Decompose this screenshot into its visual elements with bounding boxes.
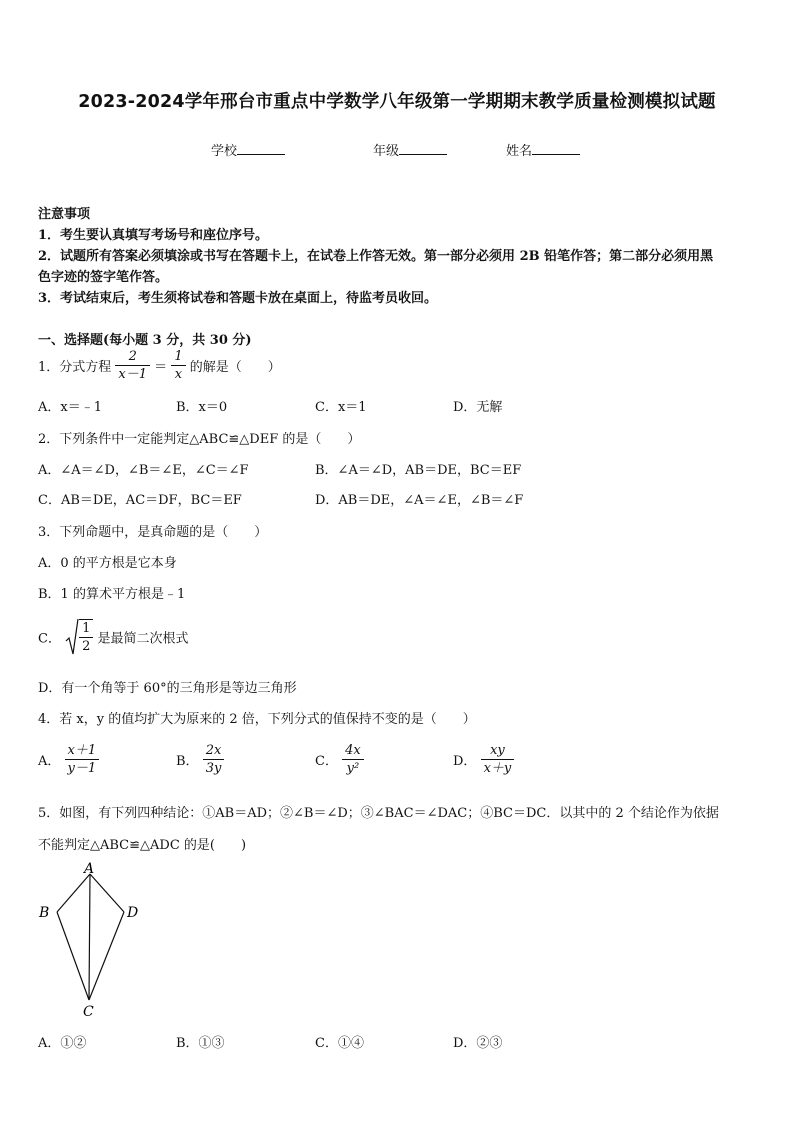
q2-option-c[interactable]: C．AB＝DE，AC＝DF，BC＝EF: [38, 493, 242, 508]
q3-option-d[interactable]: D．有一个角等于 60°的三角形是等边三角形: [38, 681, 297, 696]
q3-c-num: 1: [79, 620, 93, 638]
q3-c-suffix: 是最简二次根式: [97, 631, 189, 647]
q2-option-a[interactable]: A．∠A＝∠D，∠B＝∠E，∠C＝∠F: [38, 463, 249, 478]
q3-sqrt-fraction: [79, 619, 93, 655]
q4-option-a[interactable]: [38, 742, 99, 777]
note-3: 3．考试结束后，考生须将试卷和答题卡放在桌面上，待监考员收回。: [38, 291, 438, 306]
segment-ad: [90, 874, 124, 912]
question-5-line-1: 5．如图，有下列四种结论：①AB＝AD；②∠B＝∠D；③∠BAC＝∠DAC；④BC＝DC．以其中的 2 个结论作为依据: [38, 806, 719, 821]
q1-frac2-num: 1: [171, 348, 185, 366]
sqrt-sign-icon: [65, 617, 79, 657]
segment-bc: [57, 912, 89, 1000]
q2-option-b[interactable]: B．∠A＝∠D，AB＝DE，BC＝EF: [315, 463, 522, 478]
grade-label: 年级: [373, 144, 400, 159]
q4-option-d[interactable]: [453, 742, 514, 777]
name-field[interactable]: [506, 140, 580, 159]
segment-dc: [89, 912, 124, 1000]
q3-option-a[interactable]: A．0 的平方根是它本身: [38, 556, 177, 571]
kite-figure: [30, 858, 150, 1023]
q4-option-c[interactable]: [315, 742, 364, 777]
q4-c-label: C．: [315, 754, 338, 769]
q5-option-d[interactable]: D．②③: [453, 1036, 503, 1051]
question-5-line-2: 不能判定△ABC≌△ADC 的是( ): [38, 838, 247, 853]
q1-fraction-2: [171, 348, 185, 383]
school-label: 学校: [211, 144, 238, 159]
q4-a-num: x＋1: [65, 742, 100, 760]
q1-fraction-1: [115, 348, 150, 383]
question-1-stem: [38, 348, 281, 383]
grade-field[interactable]: [373, 140, 447, 159]
school-blank[interactable]: [237, 142, 285, 155]
vertex-label-d: D: [127, 905, 139, 921]
q4-c-fraction: [342, 742, 364, 777]
q1-option-a[interactable]: A．x＝﹣1: [38, 400, 102, 415]
q1-frac1-num: 2: [115, 348, 150, 366]
vertex-label-b: B: [39, 905, 50, 921]
q3-sqrt-expression: [65, 617, 93, 657]
q4-b-label: B．: [176, 754, 199, 769]
q3-c-den: 2: [82, 639, 91, 654]
notes-heading: 注意事项: [38, 207, 91, 222]
q1-eq: ＝: [154, 360, 168, 375]
q1-suffix: 的解是（ ）: [189, 360, 281, 375]
q4-c-den: y²: [346, 761, 360, 776]
note-1: 1．考生要认真填写考场号和座位序号。: [38, 228, 269, 243]
q1-option-d[interactable]: D．无解: [453, 400, 503, 415]
q1-option-c[interactable]: C．x＝1: [315, 400, 367, 415]
question-3-stem: 3．下列命题中，是真命题的是（ ）: [38, 525, 268, 540]
section-1-heading: 一、选择题(每小题 3 分，共 30 分): [38, 333, 252, 348]
q4-d-label: D．: [453, 754, 477, 769]
q5-option-a[interactable]: A．①②: [38, 1036, 87, 1051]
segment-ab: [57, 874, 90, 912]
page-title: 2023-2024学年邢台市重点中学数学八年级第一学期期末教学质量检测模拟试题: [78, 92, 716, 112]
q1-frac2-den: x: [174, 367, 183, 382]
q4-c-num: 4x: [342, 742, 364, 760]
vertex-label-c: C: [83, 1004, 94, 1020]
q1-frac1-den: x－1: [118, 367, 148, 382]
q4-a-den: y－1: [67, 761, 97, 776]
q4-a-fraction: [65, 742, 100, 777]
note-2b: 色字迹的签字笔作答。: [38, 270, 169, 285]
q3-option-b[interactable]: B．1 的算术平方根是﹣1: [38, 587, 186, 602]
q4-b-fraction: [203, 742, 225, 777]
kite-lines: [57, 874, 124, 1000]
name-blank[interactable]: [532, 142, 580, 155]
name-label: 姓名: [506, 144, 533, 159]
school-field[interactable]: [211, 140, 285, 159]
q2-option-d[interactable]: D．AB＝DE，∠A＝∠E，∠B＝∠F: [315, 493, 524, 508]
q3-c-label: C．: [38, 631, 61, 647]
question-2-stem: 2．下列条件中一定能判定△ABC≌△DEF 的是（ ）: [38, 432, 361, 447]
question-4-stem: 4．若 x，y 的值均扩大为原来的 2 倍，下列分式的值保持不变的是（ ）: [38, 712, 476, 727]
note-2a: 2．试题所有答案必须填涂或书写在答题卡上，在试卷上作答无效。第一部分必须用 2B 铅笔作答；第二部分必须用黑: [38, 249, 714, 264]
segment-ac: [89, 874, 90, 1000]
q1-option-b[interactable]: B．x＝0: [176, 400, 228, 415]
q4-b-den: 3y: [205, 761, 222, 776]
q4-b-num: 2x: [203, 742, 225, 760]
vertex-label-a: A: [84, 861, 95, 877]
q4-option-b[interactable]: [176, 742, 224, 777]
q4-d-num: xy: [481, 742, 515, 760]
q1-prefix: 1．分式方程: [38, 360, 112, 375]
q5-option-c[interactable]: C．①④: [315, 1036, 364, 1051]
q4-d-den: x＋y: [483, 761, 512, 776]
q5-option-b[interactable]: B．①③: [176, 1036, 225, 1051]
q4-a-label: A．: [38, 754, 61, 769]
q4-d-fraction: [481, 742, 515, 777]
q3-option-c[interactable]: [38, 617, 189, 657]
grade-blank[interactable]: [399, 142, 447, 155]
